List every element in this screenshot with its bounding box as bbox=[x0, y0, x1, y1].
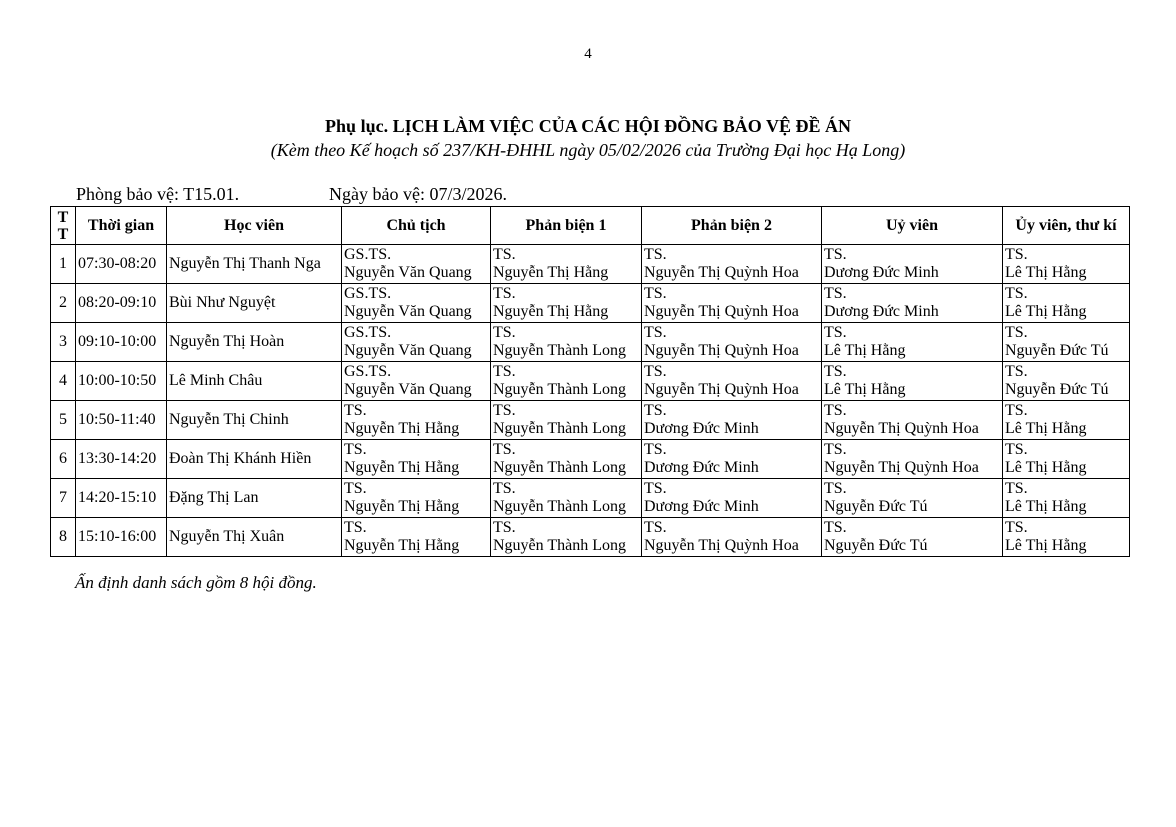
cell-tt: 8 bbox=[51, 518, 76, 557]
document-subtitle: (Kèm theo Kế hoạch số 237/KH-ĐHHL ngày 05/02/2026 của Trường Đại học Hạ Long) bbox=[270, 140, 906, 160]
cell-reviewer1 bbox=[491, 362, 642, 401]
cell-time: 08:20-09:10 bbox=[76, 284, 167, 323]
table-row bbox=[51, 284, 1130, 323]
cell-student: Đặng Thị Lan bbox=[167, 479, 342, 518]
member-title: TS. bbox=[824, 402, 847, 419]
reviewer1-name: Nguyễn Thành Long bbox=[493, 537, 627, 554]
secretary-name: Nguyễn Đức Tú bbox=[1005, 381, 1109, 398]
cell-secretary bbox=[1003, 362, 1130, 401]
defense-date: Ngày bảo vệ: 07/3/2026. bbox=[329, 184, 507, 204]
cell-student: Bùi Như Nguyệt bbox=[167, 284, 342, 323]
cell-student: Nguyễn Thị Chinh bbox=[167, 401, 342, 440]
reviewer2-name: Nguyễn Thị Quỳnh Hoa bbox=[644, 342, 799, 359]
schedule-table bbox=[50, 206, 1130, 557]
header-student: Học viên bbox=[167, 207, 342, 245]
reviewer1-title: TS. bbox=[493, 246, 516, 263]
cell-time: 10:00-10:50 bbox=[76, 362, 167, 401]
reviewer2-name: Dương Đức Minh bbox=[644, 498, 759, 515]
reviewer1-title: TS. bbox=[493, 402, 516, 419]
chair-title: GS.TS. bbox=[344, 246, 392, 263]
cell-chair bbox=[342, 401, 491, 440]
member-name: Dương Đức Minh bbox=[824, 264, 939, 281]
table-row bbox=[51, 245, 1130, 284]
schedule-body bbox=[51, 245, 1130, 557]
cell-secretary bbox=[1003, 284, 1130, 323]
reviewer1-name: Nguyễn Thành Long bbox=[493, 420, 627, 437]
chair-title: TS. bbox=[344, 441, 367, 458]
cell-chair bbox=[342, 362, 491, 401]
reviewer1-title: TS. bbox=[493, 285, 516, 302]
header-row bbox=[51, 207, 1130, 245]
cell-chair bbox=[342, 245, 491, 284]
member-title: TS. bbox=[824, 480, 847, 497]
chair-name: Nguyễn Thị Hằng bbox=[344, 420, 460, 437]
reviewer1-name: Nguyễn Thị Hằng bbox=[493, 264, 609, 281]
member-name: Dương Đức Minh bbox=[824, 303, 939, 320]
cell-reviewer1 bbox=[491, 479, 642, 518]
cell-member bbox=[822, 323, 1003, 362]
chair-name: Nguyễn Thị Hằng bbox=[344, 498, 460, 515]
table-row bbox=[51, 401, 1130, 440]
member-name: Nguyễn Đức Tú bbox=[824, 537, 928, 554]
secretary-title: TS. bbox=[1005, 363, 1028, 380]
reviewer1-title: TS. bbox=[493, 363, 516, 380]
reviewer1-name: Nguyễn Thành Long bbox=[493, 459, 627, 476]
reviewer2-name: Nguyễn Thị Quỳnh Hoa bbox=[644, 537, 799, 554]
secretary-name: Nguyễn Đức Tú bbox=[1005, 342, 1109, 359]
secretary-name: Lê Thị Hằng bbox=[1005, 264, 1087, 281]
member-name: Nguyễn Thị Quỳnh Hoa bbox=[824, 420, 979, 437]
reviewer1-name: Nguyễn Thị Hằng bbox=[493, 303, 609, 320]
cell-time: 09:10-10:00 bbox=[76, 323, 167, 362]
cell-tt: 6 bbox=[51, 440, 76, 479]
reviewer1-name: Nguyễn Thành Long bbox=[493, 342, 627, 359]
page-number: 4 bbox=[584, 46, 592, 62]
chair-title: GS.TS. bbox=[344, 324, 392, 341]
member-title: TS. bbox=[824, 441, 847, 458]
member-name: Lê Thị Hằng bbox=[824, 342, 906, 359]
cell-time: 10:50-11:40 bbox=[76, 401, 167, 440]
member-title: TS. bbox=[824, 246, 847, 263]
cell-tt: 7 bbox=[51, 479, 76, 518]
chair-name: Nguyễn Văn Quang bbox=[344, 342, 472, 359]
footnote: Ấn định danh sách gồm 8 hội đồng. bbox=[75, 573, 317, 592]
cell-secretary bbox=[1003, 440, 1130, 479]
cell-chair bbox=[342, 284, 491, 323]
cell-chair bbox=[342, 323, 491, 362]
cell-member bbox=[822, 479, 1003, 518]
secretary-name: Lê Thị Hằng bbox=[1005, 498, 1087, 515]
cell-student: Nguyễn Thị Hoàn bbox=[167, 323, 342, 362]
cell-secretary bbox=[1003, 245, 1130, 284]
chair-name: Nguyễn Văn Quang bbox=[344, 264, 472, 281]
cell-reviewer2 bbox=[642, 362, 822, 401]
secretary-title: TS. bbox=[1005, 441, 1028, 458]
cell-member bbox=[822, 362, 1003, 401]
cell-tt: 2 bbox=[51, 284, 76, 323]
secretary-title: TS. bbox=[1005, 480, 1028, 497]
cell-student: Nguyễn Thị Xuân bbox=[167, 518, 342, 557]
header-reviewer1: Phản biện 1 bbox=[491, 207, 642, 245]
reviewer2-title: TS. bbox=[644, 246, 667, 263]
cell-member bbox=[822, 440, 1003, 479]
cell-reviewer2 bbox=[642, 518, 822, 557]
reviewer1-title: TS. bbox=[493, 480, 516, 497]
header-reviewer2: Phản biện 2 bbox=[642, 207, 822, 245]
secretary-name: Lê Thị Hằng bbox=[1005, 420, 1087, 437]
cell-tt: 5 bbox=[51, 401, 76, 440]
defense-info bbox=[76, 184, 507, 205]
reviewer2-title: TS. bbox=[644, 519, 667, 536]
chair-name: Nguyễn Thị Hằng bbox=[344, 537, 460, 554]
cell-reviewer2 bbox=[642, 479, 822, 518]
cell-tt: 1 bbox=[51, 245, 76, 284]
cell-reviewer1 bbox=[491, 284, 642, 323]
secretary-title: TS. bbox=[1005, 402, 1028, 419]
reviewer2-name: Nguyễn Thị Quỳnh Hoa bbox=[644, 381, 799, 398]
reviewer1-title: TS. bbox=[493, 324, 516, 341]
member-title: TS. bbox=[824, 324, 847, 341]
secretary-name: Lê Thị Hằng bbox=[1005, 303, 1087, 320]
reviewer2-title: TS. bbox=[644, 363, 667, 380]
cell-reviewer2 bbox=[642, 323, 822, 362]
header-chair: Chủ tịch bbox=[342, 207, 491, 245]
cell-reviewer2 bbox=[642, 284, 822, 323]
cell-time: 15:10-16:00 bbox=[76, 518, 167, 557]
cell-reviewer2 bbox=[642, 440, 822, 479]
member-title: TS. bbox=[824, 285, 847, 302]
reviewer2-name: Nguyễn Thị Quỳnh Hoa bbox=[644, 303, 799, 320]
cell-secretary bbox=[1003, 479, 1130, 518]
secretary-name: Lê Thị Hằng bbox=[1005, 459, 1087, 476]
reviewer2-title: TS. bbox=[644, 480, 667, 497]
secretary-title: TS. bbox=[1005, 519, 1028, 536]
reviewer1-title: TS. bbox=[493, 519, 516, 536]
member-title: TS. bbox=[824, 519, 847, 536]
cell-chair bbox=[342, 479, 491, 518]
secretary-title: TS. bbox=[1005, 324, 1028, 341]
chair-title: GS.TS. bbox=[344, 363, 392, 380]
reviewer2-title: TS. bbox=[644, 441, 667, 458]
reviewer2-name: Nguyễn Thị Quỳnh Hoa bbox=[644, 264, 799, 281]
cell-secretary bbox=[1003, 323, 1130, 362]
cell-secretary bbox=[1003, 518, 1130, 557]
cell-chair bbox=[342, 518, 491, 557]
member-name: Nguyễn Thị Quỳnh Hoa bbox=[824, 459, 979, 476]
cell-student: Lê Minh Châu bbox=[167, 362, 342, 401]
table-row bbox=[51, 362, 1130, 401]
cell-student: Nguyễn Thị Thanh Nga bbox=[167, 245, 342, 284]
cell-reviewer2 bbox=[642, 401, 822, 440]
chair-title: TS. bbox=[344, 519, 367, 536]
header-time: Thời gian bbox=[76, 207, 167, 245]
cell-reviewer2 bbox=[642, 245, 822, 284]
chair-title: TS. bbox=[344, 480, 367, 497]
chair-name: Nguyễn Thị Hằng bbox=[344, 459, 460, 476]
table-row bbox=[51, 323, 1130, 362]
cell-time: 14:20-15:10 bbox=[76, 479, 167, 518]
cell-reviewer1 bbox=[491, 518, 642, 557]
cell-reviewer1 bbox=[491, 440, 642, 479]
reviewer2-name: Dương Đức Minh bbox=[644, 459, 759, 476]
cell-member bbox=[822, 401, 1003, 440]
reviewer2-title: TS. bbox=[644, 285, 667, 302]
secretary-name: Lê Thị Hằng bbox=[1005, 537, 1087, 554]
cell-member bbox=[822, 245, 1003, 284]
secretary-title: TS. bbox=[1005, 246, 1028, 263]
reviewer1-title: TS. bbox=[493, 441, 516, 458]
chair-name: Nguyễn Văn Quang bbox=[344, 303, 472, 320]
table-row bbox=[51, 440, 1130, 479]
chair-title: TS. bbox=[344, 402, 367, 419]
cell-member bbox=[822, 518, 1003, 557]
cell-reviewer1 bbox=[491, 401, 642, 440]
cell-tt: 4 bbox=[51, 362, 76, 401]
member-title: TS. bbox=[824, 363, 847, 380]
cell-reviewer1 bbox=[491, 323, 642, 362]
table-row bbox=[51, 479, 1130, 518]
reviewer1-name: Nguyễn Thành Long bbox=[493, 381, 627, 398]
reviewer1-name: Nguyễn Thành Long bbox=[493, 498, 627, 515]
member-name: Nguyễn Đức Tú bbox=[824, 498, 928, 515]
member-name: Lê Thị Hằng bbox=[824, 381, 906, 398]
table-row bbox=[51, 518, 1130, 557]
cell-member bbox=[822, 284, 1003, 323]
cell-time: 13:30-14:20 bbox=[76, 440, 167, 479]
cell-chair bbox=[342, 440, 491, 479]
cell-student: Đoàn Thị Khánh Hiền bbox=[167, 440, 342, 479]
cell-secretary bbox=[1003, 401, 1130, 440]
cell-time: 07:30-08:20 bbox=[76, 245, 167, 284]
header-member: Uỷ viên bbox=[822, 207, 1003, 245]
secretary-title: TS. bbox=[1005, 285, 1028, 302]
reviewer2-title: TS. bbox=[644, 402, 667, 419]
cell-reviewer1 bbox=[491, 245, 642, 284]
defense-room: Phòng bảo vệ: T15.01. bbox=[76, 184, 240, 204]
header-secretary: Ủy viên, thư kí bbox=[1003, 207, 1130, 245]
chair-title: GS.TS. bbox=[344, 285, 392, 302]
reviewer2-title: TS. bbox=[644, 324, 667, 341]
reviewer2-name: Dương Đức Minh bbox=[644, 420, 759, 437]
document-title: Phụ lục. LỊCH LÀM VIỆC CỦA CÁC HỘI ĐỒNG BẢO VỆ ĐỀ ÁN bbox=[325, 116, 851, 136]
chair-name: Nguyễn Văn Quang bbox=[344, 381, 472, 398]
header-tt: T T bbox=[51, 207, 76, 245]
cell-tt: 3 bbox=[51, 323, 76, 362]
